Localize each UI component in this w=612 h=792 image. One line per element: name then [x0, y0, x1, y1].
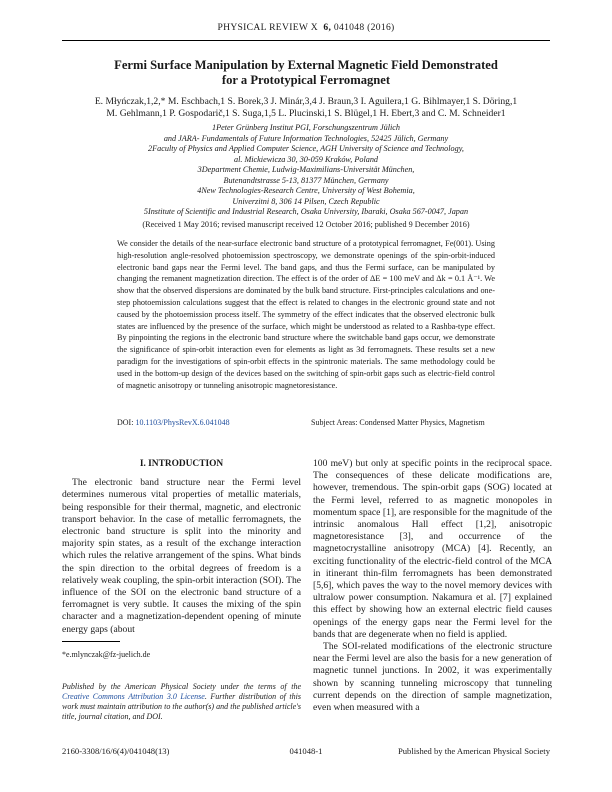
- title-line-2: for a Prototypical Ferromagnet: [221, 73, 391, 87]
- license-text-end: . Further distribution of this work must maintain attribution to the author(s) and the published article's title, journal citation, and DOI.: [62, 692, 301, 721]
- license-link[interactable]: Creative Commons Attribution 3.0 License: [62, 692, 205, 701]
- affiliation-line: and JARA- Fundamentals of Future Information Technologies, 52425 Jülich, Germany: [163, 133, 449, 143]
- affiliation-line: 1Peter Grünberg Institut PGI, Forschungszentrum Jülich: [212, 123, 400, 132]
- affiliations: [62, 123, 550, 218]
- header-rule: [62, 40, 550, 41]
- journal-volume: 6,: [323, 22, 332, 33]
- author-list: [62, 96, 550, 120]
- abstract-text: We consider the details of the near-surface electronic band structure of a prototypical ferromagnet, Fe(001). Using high-resolution angle-resolved photoemission spectroscopy, we demonstrate openings of the spin-orbit-induced electronic band gaps near the Fermi level. The band gaps, and thus the Fermi surface, can be manipulated by changing the remanent magnetization direction. The effect is of the order of ΔE = 100 meV and Δk = 0.1 Å⁻¹. We show that the observed dispersions are dominated by the bulk band structure. First-principles calculations and one-step photoemission calculations suggest that the effect is related to changes in the electronic ground state and not caused by the photoemission process itself. The symmetry of the effect indicates that the observed electronic bulk states are influenced by the presence of the surface, which might be understood as related to a Rashba-type effect. By pinpointing the regions in the electronic band structure where the switchable band gaps occur, we demonstrate the significance of spin-orbit interaction even for elements as light as 3d ferromagnets. These results set a new paradigm for the investigations of spin-orbit effects in the spintronic materials. The same methodology could be used in the bottom-up design of the devices based on the switching of spin-orbit gaps such as electric-field control of magnetic anisotropy or tunneling anisotropic magnetoresistance.: [117, 239, 495, 390]
- authors-line-1: E. Młyńczak,1,2,* M. Eschbach,1 S. Borek,3 J. Minár,3,4 J. Braun,3 I. Aguilera,1 G. Bihlmayer,1 S. Döring,1: [94, 96, 518, 107]
- doi-label: DOI:: [117, 418, 134, 427]
- running-head: [0, 22, 612, 33]
- left-column: [62, 458, 301, 636]
- paper-title: [62, 58, 550, 88]
- affiliation-line: al. Mickiewicza 30, 30-059 Kraków, Poland: [233, 154, 379, 164]
- affiliation-line: 5Institute of Scientific and Industrial Research, Osaka University, Ibaraki, Osaka 567-0047, Japan: [143, 207, 469, 216]
- article-id: 041048 (2016): [333, 22, 395, 33]
- authors-line-2: M. Gehlmann,1 P. Gospodarič,1 S. Suga,1,5 L. Plucinski,1 S. Blügel,1 H. Ebert,3 and C. M. Schneider1: [106, 108, 506, 119]
- license-text: Published by the American Physical Society under the terms of the: [62, 682, 301, 691]
- doi-link[interactable]: 10.1103/PhysRevX.6.041048: [135, 418, 230, 427]
- doi-line: [117, 418, 230, 427]
- footnote-rule: [62, 641, 120, 642]
- footer-publisher: Published by the American Physical Society: [397, 746, 550, 756]
- affiliation-line: 3Department Chemie, Ludwig-Maximilians-Universität München,: [197, 165, 415, 174]
- right-column: [313, 458, 552, 714]
- affiliation-line: Butenandtstrasse 5-13, 81377 München, Germany: [223, 175, 389, 185]
- abstract: [117, 238, 495, 391]
- license-notice: [62, 682, 301, 722]
- title-line-1: Fermi Surface Manipulation by External Magnetic Field Demonstrated: [114, 58, 498, 72]
- corresponding-author-footnote: *e.mlynczak@fz-juelich.de: [62, 650, 151, 659]
- affiliation-line: 2Faculty of Physics and Applied Computer Science, AGH University of Science and Technology,: [148, 144, 464, 153]
- affiliation-line: Univerzitni 8, 306 14 Pilsen, Czech Republic: [232, 196, 380, 206]
- received-dates: (Received 1 May 2016; revised manuscript received 12 October 2016; published 9 December 2016): [142, 220, 470, 229]
- journal-name: PHYSICAL REVIEW X: [217, 22, 318, 33]
- footer-issn: 2160-3308/16/6(4)/041048(13): [62, 746, 170, 756]
- body-paragraph: 100 meV) but only at specific points in the reciprocal space. The consequences of these delicate modifications are, however, tremendous. The spin-orbit gaps (SOG) located at the Fermi level, referred to as magnetic monopoles in momentum space [1], are responsible for the magnitude of the intrinsic anomalous Hall effect [1,2], anisotropic magnetoresistance [3], and occurrence of the magnetocrystalline anisotropy (MCA) [4]. Recently, an exciting functionality of the electric-field control of the MCA in itinerant thin-film ferromagnets has been demonstrated [5,6], which paves the way to the novel memory devices with ultralow power consumption. Nakamura et al. [7] explained this effect by showing how an external electric field causes openings of the energy gaps near the Fermi level for the bands that are degenerate when no field is applied.: [313, 458, 552, 640]
- affiliation-line: 4New Technologies-Research Centre, University of West Bohemia,: [197, 186, 415, 195]
- section-heading: I. INTRODUCTION: [139, 459, 224, 469]
- body-paragraph: The electronic band structure near the Fermi level determines numerous vital properties of metallic materials, being responsible for their thermal, magnetic, and electronic transport behavior. In the case of metallic ferromagnets, the electronic band structure is split into the minority and majority spin states, as a result of the exchange interaction which rules the relative arrangement of the spins. What binds the spin direction to the orbital degrees of freedom is a relatively weak coupling, the spin-orbit interaction (SOI). The influence of the SOI on the electronic band structure of a ferromagnet is very subtle. It causes the mixing of the spin character and a magnetization-dependent opening of minute energy gaps (about: [62, 477, 301, 635]
- subject-areas: Subject Areas: Condensed Matter Physics, Magnetism: [311, 418, 485, 427]
- body-paragraph: The SOI-related modifications of the electronic structure near the Fermi level are also the basis for a new generation of magnetic tunnel junctions. In 2002, it was experimentally shown by scanning tunneling microscopy that tunneling current depends on the direction of sample magnetization, even when measured with a: [313, 641, 552, 714]
- footer-page-number: 041048-1: [289, 746, 323, 756]
